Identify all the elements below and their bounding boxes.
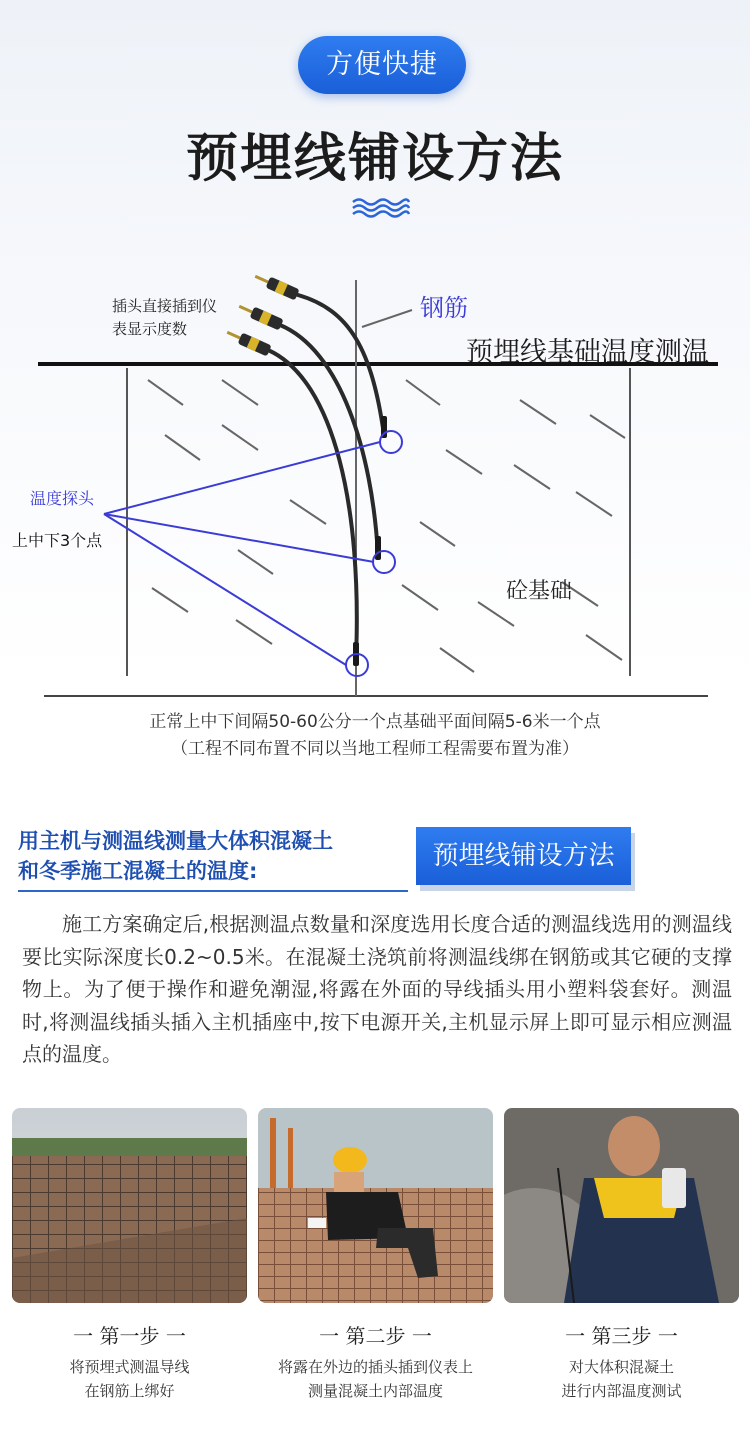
page-title: 预埋线铺设方法 [185,129,564,189]
probe-label: 温度探头 [30,489,95,508]
step3-desc [499,1355,744,1403]
probe-points: 上中下3个点 [12,531,103,550]
plug-note-line2: 表显示度数 [112,320,188,338]
step3-desc-line2: 进行内部温度测试 [561,1382,682,1400]
step2-title: 一 第二步 一 [319,1324,432,1348]
step2-desc-line1: 将露在外边的插头插到仪表上 [277,1358,473,1376]
wave-icon [351,196,411,220]
section-subtitle-line2: 和冬季施工混凝土的温度: [18,859,258,883]
step1-desc-line2: 在钢筋上绑好 [84,1382,175,1400]
spacing-note: 正常上中下间隔50-60公分一个点基础平面间隔5-6米一个点 [149,712,601,732]
step2-desc [253,1355,498,1403]
spacing-note-remark: （工程不同布置不同以当地工程师工程需要布置为准） [171,739,579,759]
method-paragraph: 施工方案确定后,根据测温点数量和深度选用长度合适的测温线选用的测温线要比实际深度长0.2~0.5米。在混凝土浇筑前将测温线绑在钢筋或其它硬的支撑物上。为了便于操作和避免潮湿,将露在外面的导线插头用小塑料袋套好。测温时,将测温线插头插入主机插座中,按下电源开关,主机显示屏上即可显示相应测温点的温度。 [22,912,732,1066]
badge-convenient: 方便快捷 [298,36,466,94]
step3-photo [504,1108,739,1303]
concrete-label: 砼基础 [506,579,573,604]
section-subtitle-line1: 用主机与测温线测量大体积混凝土 [18,829,333,853]
section-subtitle [18,826,408,892]
step1-title: 一 第一步 一 [73,1324,186,1348]
base-title: 预埋线基础温度测温 [466,337,709,368]
step3-title: 一 第三步 一 [565,1324,678,1348]
plug-note-line1: 插头直接插到仪 [112,297,218,315]
step2-desc-line2: 测量混凝土内部温度 [307,1382,443,1400]
step1-desc-line1: 将预埋式测温导线 [69,1358,190,1376]
section-badge: 预埋线铺设方法 [416,827,631,885]
step3-desc-line1: 对大体积混凝土 [568,1358,674,1376]
step1-desc [7,1355,252,1403]
step2-photo [258,1108,493,1303]
step1-photo [12,1108,247,1303]
embedding-diagram [0,230,750,700]
rebar-label: 钢筋 [420,294,468,322]
